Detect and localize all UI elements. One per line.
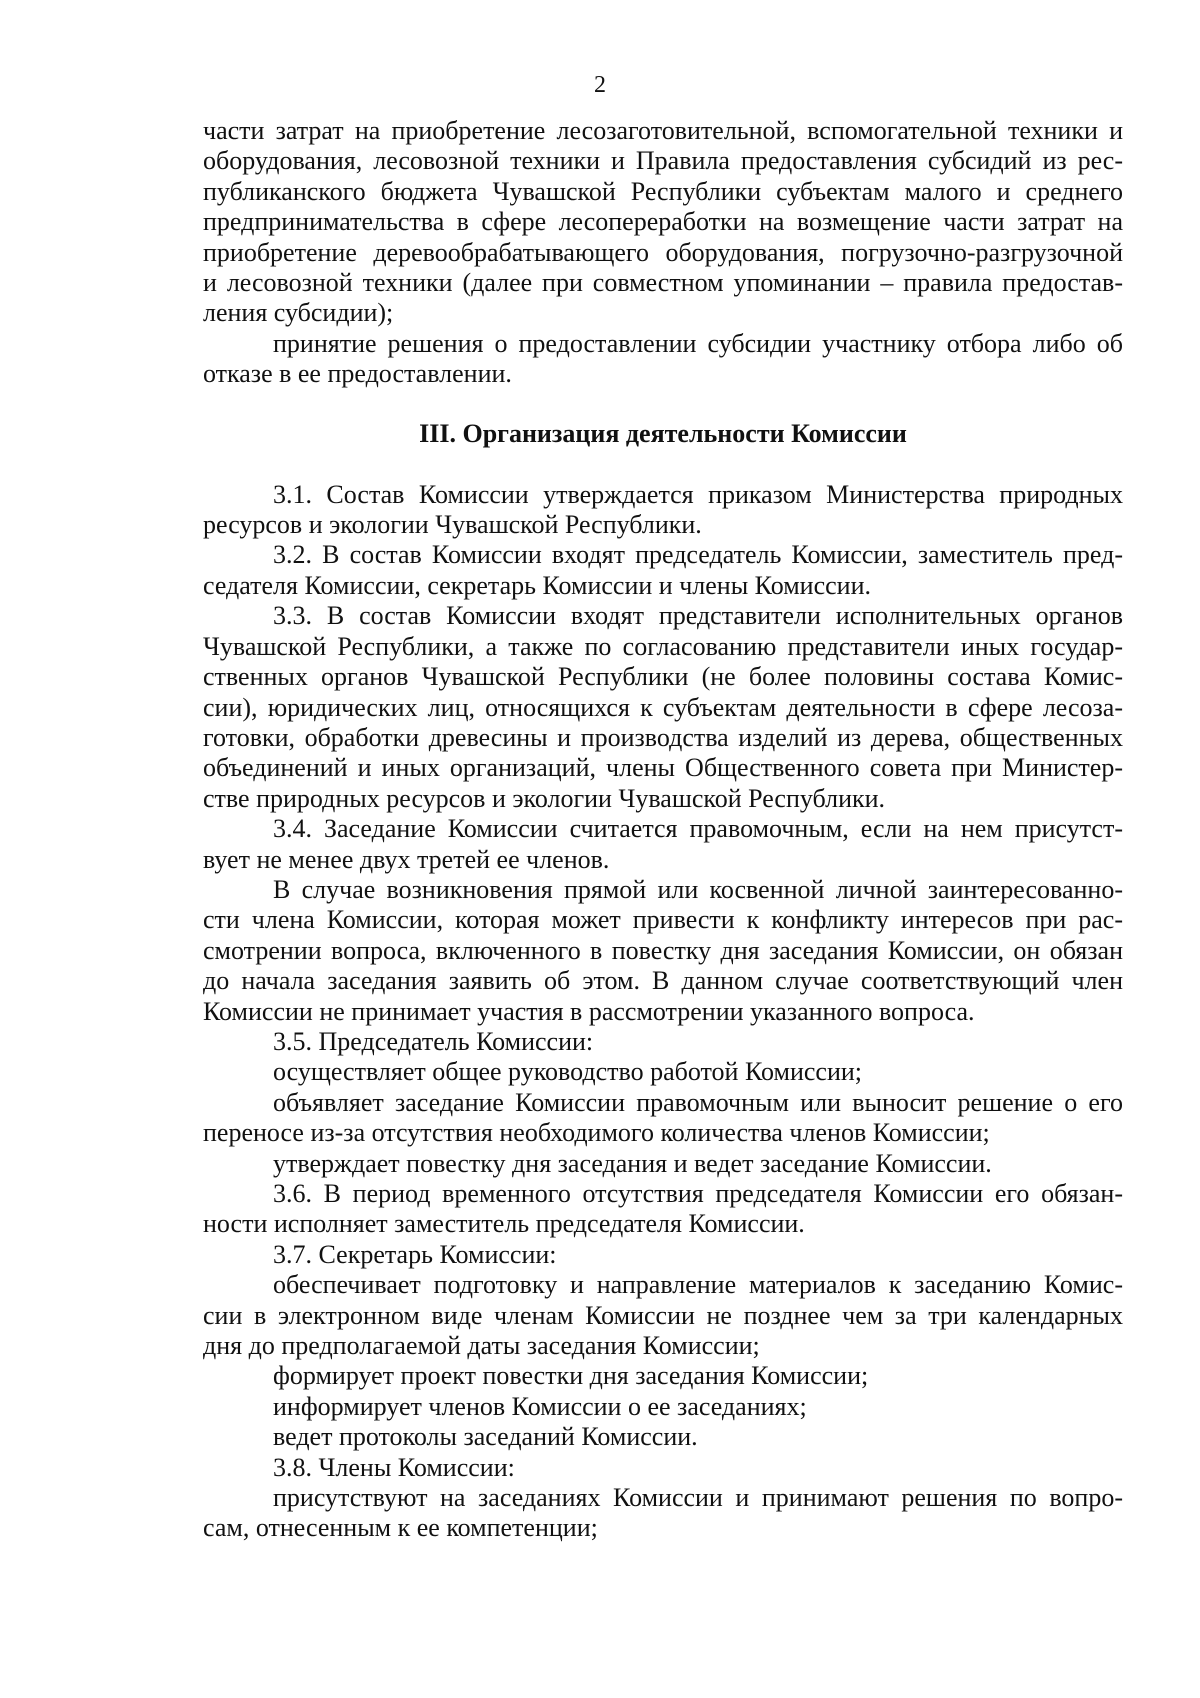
paragraph-line: готовки, обработки древесины и производства изделий из дерева, общественных bbox=[203, 722, 1123, 752]
paragraph-line: отказе в ее предоставлении. bbox=[203, 359, 512, 389]
paragraph-line: переносе из-за отсутствия необходимого количества членов Комиссии; bbox=[203, 1118, 990, 1148]
paragraph-line: седателя Комиссии, секретарь Комиссии и члены Комиссии. bbox=[203, 570, 872, 600]
paragraph-line: ственных органов Чувашской Республики (не более половины состава Комис- bbox=[203, 662, 1123, 692]
paragraph-line: публиканского бюджета Чувашской Республики субъектам малого и среднего bbox=[203, 176, 1123, 206]
paragraph-line: сти члена Комиссии, которая может привести к конфликту интересов при рас- bbox=[203, 905, 1123, 935]
paragraph-line: 3.5. Председатель Комиссии: bbox=[273, 1026, 594, 1056]
paragraph-line: и лесовозной техники (далее при совместном упоминании – правила предостав- bbox=[203, 268, 1123, 298]
paragraph-line: оборудования, лесовозной техники и Правила предоставления субсидий из рес- bbox=[203, 146, 1123, 176]
paragraph-line: ресурсов и экологии Чувашской Республики. bbox=[203, 510, 702, 540]
paragraph-line: ления субсидии); bbox=[203, 298, 394, 328]
document-body bbox=[203, 116, 1123, 1544]
paragraph-line: предпринимательства в сфере лесопереработки на возмещение части затрат на bbox=[203, 207, 1123, 237]
paragraph-line: 3.8. Члены Комиссии: bbox=[273, 1452, 515, 1482]
paragraph-line: дня до предполагаемой даты заседания Комиссии; bbox=[203, 1331, 760, 1361]
paragraph-line: объединений и иных организаций, члены Общественного совета при Министер- bbox=[203, 753, 1123, 783]
paragraph-line: 3.6. В период временного отсутствия председателя Комиссии его обязан- bbox=[273, 1179, 1123, 1208]
paragraph-line: части затрат на приобретение лесозаготовительной, вспомогательной техники и bbox=[203, 116, 1123, 145]
section-heading: III. Организация деятельности Комиссии bbox=[419, 418, 907, 448]
paragraph-line: смотрении вопроса, включенного в повестку дня заседания Комиссии, он обязан bbox=[203, 935, 1123, 965]
paragraph-line: вует не менее двух третей ее членов. bbox=[203, 844, 610, 874]
paragraph-line: 3.4. Заседание Комиссии считается правомочным, если на нем присутст- bbox=[273, 814, 1123, 844]
paragraph-line: 3.1. Состав Комиссии утверждается приказом Министерства природных bbox=[273, 479, 1123, 509]
paragraph-line: объявляет заседание Комиссии правомочным или выносит решение о его bbox=[273, 1087, 1123, 1117]
paragraph-line: Комиссии не принимает участия в рассмотрении указанного вопроса. bbox=[203, 996, 975, 1026]
page-number: 2 bbox=[594, 72, 606, 98]
paragraph-line: принятие решения о предоставлении субсидии участнику отбора либо об bbox=[273, 328, 1123, 358]
paragraph-line: 3.3. В состав Комиссии входят представители исполнительных органов bbox=[273, 601, 1123, 631]
paragraph-line: Чувашской Республики, а также по согласованию представители иных государ- bbox=[203, 631, 1123, 661]
paragraph-line: сии), юридических лиц, относящихся к субъектам деятельности в сфере лесоза- bbox=[203, 692, 1123, 722]
paragraph-line: ведет протоколы заседаний Комиссии. bbox=[273, 1422, 698, 1452]
paragraph-line: ности исполняет заместитель председателя Комиссии. bbox=[203, 1209, 805, 1239]
paragraph-line: приобретение деревообрабатывающего оборудования, погрузочно-разгрузочной bbox=[203, 237, 1123, 267]
paragraph-line: информирует членов Комиссии о ее заседаниях; bbox=[273, 1391, 807, 1421]
paragraph-line: 3.7. Секретарь Комиссии: bbox=[273, 1239, 557, 1269]
paragraph-line: присутствуют на заседаниях Комиссии и принимают решения по вопро- bbox=[273, 1483, 1123, 1513]
paragraph-line: 3.2. В состав Комиссии входят председатель Комиссии, заместитель пред- bbox=[273, 540, 1123, 570]
paragraph-line: до начала заседания заявить об этом. В данном случае соответствующий член bbox=[203, 966, 1123, 996]
paragraph-line: В случае возникновения прямой или косвенной личной заинтересованно- bbox=[273, 874, 1123, 904]
paragraph-line: сам, отнесенным к ее компетенции; bbox=[203, 1513, 598, 1543]
paragraph-line: стве природных ресурсов и экологии Чувашской Республики. bbox=[203, 783, 886, 813]
paragraph-line: утверждает повестку дня заседания и ведет заседание Комиссии. bbox=[273, 1148, 992, 1178]
paragraph-line: сии в электронном виде членам Комиссии не позднее чем за три календарных bbox=[203, 1300, 1123, 1330]
paragraph-line: формирует проект повестки дня заседания Комиссии; bbox=[273, 1361, 869, 1391]
paragraph-line: обеспечивает подготовку и направление материалов к заседанию Комис- bbox=[273, 1270, 1123, 1300]
paragraph-line: осуществляет общее руководство работой Комиссии; bbox=[273, 1057, 863, 1087]
